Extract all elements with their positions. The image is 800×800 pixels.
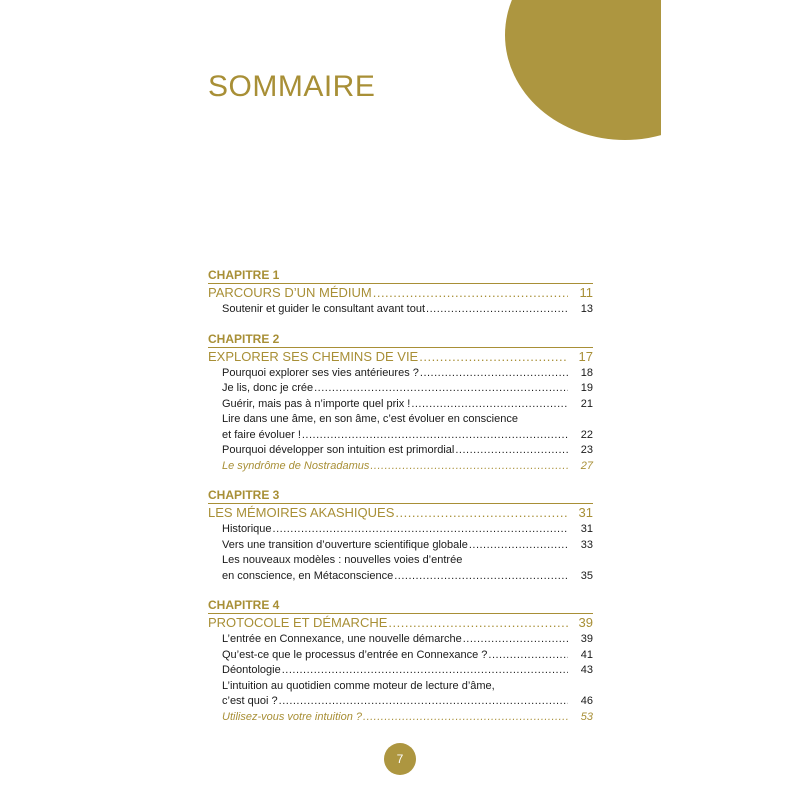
entry-title: Pourquoi explorer ses vies antérieures ? bbox=[222, 366, 419, 379]
chapter-2 bbox=[208, 332, 593, 475]
dot-leader bbox=[370, 459, 568, 475]
dot-leader bbox=[426, 302, 568, 318]
toc-entry[interactable] bbox=[208, 302, 593, 318]
page-ref: 11 bbox=[579, 285, 593, 300]
page-ref: 46 bbox=[580, 695, 593, 707]
toc-entry[interactable] bbox=[208, 397, 593, 413]
toc-entry[interactable] bbox=[208, 522, 593, 538]
page-ref: 23 bbox=[580, 444, 593, 456]
chapter-label: CHAPITRE 2 bbox=[208, 331, 280, 346]
page-number-badge: 7 bbox=[384, 743, 416, 775]
entry-title-line1[interactable]: Les nouveaux modèles : nouvelles voies d’entrée bbox=[222, 554, 463, 566]
chapter-heading-row[interactable] bbox=[208, 613, 593, 632]
chapter-label: CHAPITRE 4 bbox=[208, 598, 280, 612]
chapter-heading: LES MÉMOIRES AKASHIQUES bbox=[208, 505, 395, 520]
toc-entry[interactable] bbox=[208, 663, 593, 679]
toc-entry-highlight[interactable] bbox=[208, 710, 593, 726]
dot-leader bbox=[455, 443, 568, 459]
dot-leader bbox=[394, 569, 568, 585]
chapter-heading-row[interactable] bbox=[208, 283, 593, 302]
toc-entry-highlight[interactable] bbox=[208, 459, 593, 475]
entry-title-line1[interactable]: Lire dans une âme, en son âme, c’est évoluer en conscience bbox=[222, 413, 518, 425]
page-ref: 31 bbox=[580, 523, 593, 535]
page-ref: 53 bbox=[580, 710, 593, 723]
entry-title: Déontologie bbox=[222, 664, 281, 676]
dot-leader bbox=[388, 614, 568, 632]
table-of-contents bbox=[208, 268, 593, 739]
dot-leader bbox=[282, 663, 568, 679]
page-ref: 19 bbox=[580, 382, 593, 394]
toc-entry[interactable] bbox=[208, 538, 593, 554]
dot-leader bbox=[314, 381, 568, 397]
chapter-1 bbox=[208, 268, 593, 318]
book-page bbox=[140, 0, 661, 800]
page-ref: 39 bbox=[578, 615, 593, 630]
entry-title: Qu’est-ce que le processus d’entrée en Connexance ? bbox=[222, 648, 488, 661]
dot-leader bbox=[273, 522, 568, 538]
entry-title: Historique bbox=[222, 523, 272, 535]
toc-entry[interactable] bbox=[208, 694, 593, 710]
chapter-3 bbox=[208, 488, 593, 584]
dot-leader bbox=[463, 632, 568, 648]
toc-entry[interactable] bbox=[208, 428, 593, 444]
dot-leader bbox=[395, 504, 568, 522]
entry-title: Je lis, donc je crée bbox=[222, 382, 314, 394]
entry-title: c’est quoi ? bbox=[222, 695, 278, 707]
toc-entry[interactable] bbox=[208, 443, 593, 459]
entry-title: Pourquoi développer son intuition est primordial bbox=[222, 444, 455, 456]
dot-leader bbox=[411, 397, 568, 413]
chapter-4 bbox=[208, 598, 593, 725]
page-ref: 41 bbox=[580, 648, 593, 661]
page-ref: 35 bbox=[580, 569, 593, 582]
page-ref: 33 bbox=[580, 538, 593, 551]
dot-leader bbox=[419, 348, 568, 366]
chapter-heading: EXPLORER SES CHEMINS DE VIE bbox=[208, 348, 419, 364]
entry-title: Le syndrôme de Nostradamus bbox=[222, 459, 370, 472]
chapter-heading-row[interactable] bbox=[208, 503, 593, 522]
dot-leader bbox=[363, 710, 568, 726]
chapter-heading: PROTOCOLE ET DÉMARCHE bbox=[208, 615, 388, 630]
entry-title-line1[interactable]: L’intuition au quotidien comme moteur de lecture d’âme, bbox=[222, 679, 495, 692]
page-ref: 39 bbox=[580, 633, 593, 645]
toc-entry[interactable] bbox=[208, 366, 593, 382]
dot-leader bbox=[302, 428, 568, 444]
page-ref: 18 bbox=[580, 366, 593, 379]
dot-leader bbox=[420, 366, 568, 382]
dot-leader bbox=[279, 694, 568, 710]
dot-leader bbox=[488, 648, 568, 664]
page-title: SOMMAIRE bbox=[208, 70, 376, 103]
page-ref: 22 bbox=[580, 428, 593, 441]
dot-leader bbox=[469, 538, 568, 554]
dot-leader bbox=[373, 284, 568, 302]
decorative-gold-circle bbox=[505, 0, 661, 140]
chapter-heading-row[interactable] bbox=[208, 347, 593, 366]
page-ref: 31 bbox=[578, 505, 593, 520]
page-ref: 27 bbox=[580, 459, 593, 472]
page-ref: 43 bbox=[580, 664, 593, 676]
chapter-label: CHAPITRE 1 bbox=[208, 268, 280, 282]
toc-entry[interactable] bbox=[208, 569, 593, 585]
page-ref: 21 bbox=[580, 397, 593, 410]
chapter-label: CHAPITRE 3 bbox=[208, 488, 280, 502]
toc-entry[interactable] bbox=[208, 632, 593, 648]
toc-entry[interactable] bbox=[208, 381, 593, 397]
entry-title: et faire évoluer ! bbox=[222, 428, 301, 441]
chapter-heading: PARCOURS D’UN MÉDIUM bbox=[208, 285, 372, 300]
page-ref: 13 bbox=[580, 303, 593, 315]
entry-title: en conscience, en Métaconscience bbox=[222, 569, 394, 582]
toc-entry[interactable] bbox=[208, 648, 593, 664]
entry-title: Vers une transition d’ouverture scientifique globale bbox=[222, 538, 468, 551]
entry-title: Soutenir et guider le consultant avant tout bbox=[222, 303, 426, 315]
entry-title: L’entrée en Connexance, une nouvelle démarche bbox=[222, 633, 462, 645]
entry-title: Utilisez-vous votre intuition ? bbox=[222, 710, 363, 723]
entry-title: Guérir, mais pas à n’importe quel prix ! bbox=[222, 397, 411, 410]
page-ref: 17 bbox=[578, 348, 593, 364]
